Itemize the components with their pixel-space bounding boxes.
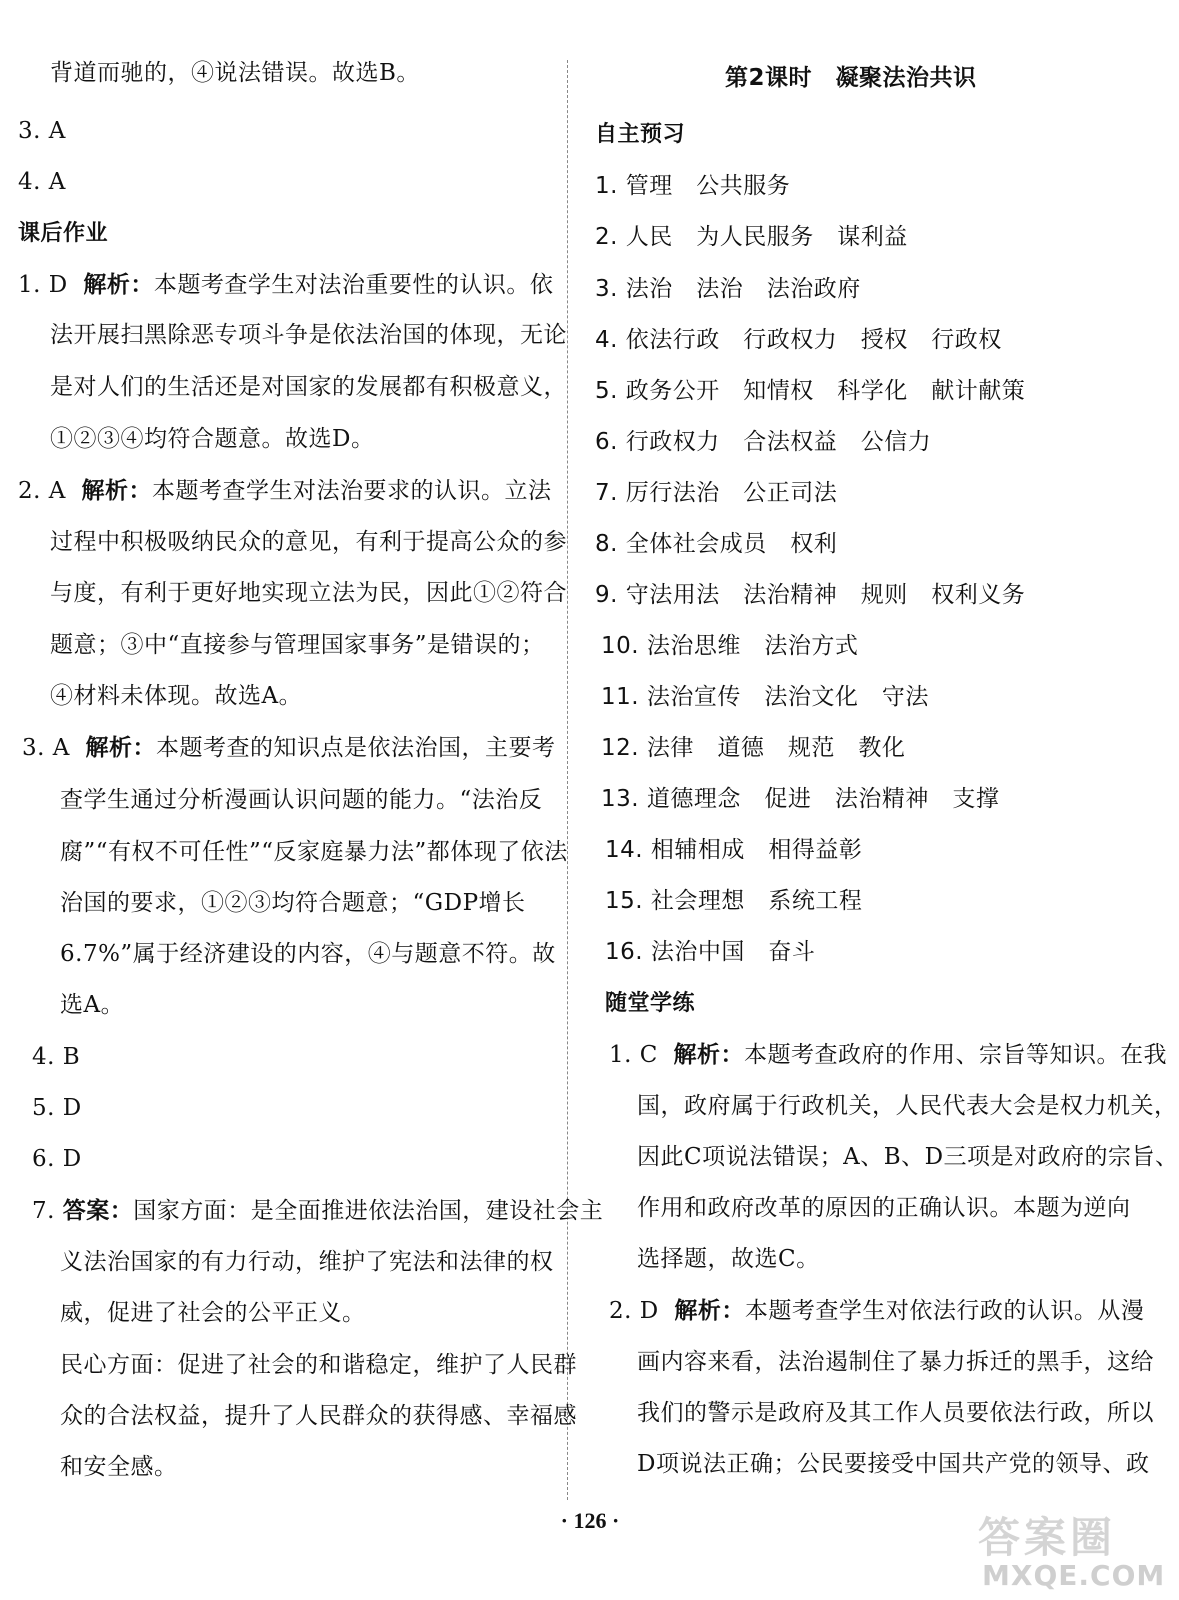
q1-line — [18, 270, 553, 300]
preview-item: 15. 社会理想 系统工程 — [605, 888, 863, 914]
r1-line — [609, 1040, 1167, 1070]
q7-line — [32, 1196, 603, 1226]
r1-text: 因此C项说法错误；A、B、D三项是对政府的宗旨、 — [637, 1144, 1179, 1170]
q7-number: 7. — [32, 1198, 55, 1224]
r1-text: 国，政府属于行政机关，人民代表大会是权力机关， — [637, 1093, 1178, 1119]
q3-label: 解析： — [85, 735, 156, 761]
q7-text: 国家方面：是全面推进依法治国，建设社会主 — [133, 1198, 604, 1224]
q1-label: 解析： — [83, 272, 154, 298]
section-heading-homework: 课后作业 — [18, 221, 109, 246]
q3-text: 本题考查的知识点是依法治国，主要考 — [156, 735, 556, 761]
q7-text: 义法治国家的有力行动，维护了宪法和法律的权 — [60, 1249, 554, 1275]
answer-line: 4. A — [18, 169, 66, 195]
preview-item: 6. 行政权力 合法权益 公信力 — [595, 429, 932, 455]
r2-label: 解析： — [674, 1298, 745, 1324]
q2-text: ④材料未体现。故选A。 — [50, 683, 303, 709]
answer-line: 5. D — [32, 1095, 82, 1121]
q3-text: 治国的要求，①②③均符合题意；“GDP增长 — [60, 890, 526, 916]
q2-line — [18, 476, 552, 506]
q3-answer: 3. A — [22, 735, 70, 761]
preview-item: 2. 人民 为人民服务 谋利益 — [595, 224, 908, 250]
preview-item: 5. 政务公开 知情权 科学化 献计献策 — [595, 378, 1026, 404]
q1-answer: 1. D — [18, 272, 68, 298]
r2-text: 我们的警示是政府及其工作人员要依法行政，所以 — [637, 1400, 1154, 1426]
q7-text: 众的合法权益，提升了人民群众的获得感、幸福感 — [60, 1403, 577, 1429]
q3-text: 查学生通过分析漫画认识问题的能力。“法治反 — [60, 787, 543, 813]
answer-line: 3. A — [18, 118, 66, 144]
page-number: · 126 · — [560, 1508, 620, 1533]
r1-label: 解析： — [673, 1042, 744, 1068]
preview-item: 3. 法治 法治 法治政府 — [595, 276, 861, 302]
preview-item: 9. 守法用法 法治精神 规则 权利义务 — [595, 582, 1026, 608]
q1-text: ①②③④均符合题意。故选D。 — [50, 426, 375, 452]
r1-answer: 1. C — [609, 1042, 658, 1068]
q7-text: 和安全感。 — [60, 1454, 178, 1480]
preview-item: 8. 全体社会成员 权利 — [595, 531, 838, 557]
r1-text: 本题考查政府的作用、宗旨等知识。在我 — [743, 1042, 1167, 1068]
preview-item: 16. 法治中国 奋斗 — [605, 939, 816, 965]
r2-text: D项说法正确；公民要接受中国共产党的领导、政 — [637, 1451, 1150, 1477]
r1-text: 作用和政府改革的原因的正确认识。本题为逆向 — [637, 1195, 1131, 1221]
q7-text: 威，促进了社会的公平正义。 — [60, 1300, 366, 1326]
answer-line: 4. B — [32, 1044, 81, 1070]
q3-text: 6.7%”属于经济建设的内容，④与题意不符。故 — [60, 941, 556, 967]
preview-item: 14. 相辅相成 相得益彰 — [605, 837, 863, 863]
q7-text: 民心方面：促进了社会的和谐稳定，维护了人民群 — [60, 1352, 577, 1378]
lesson-title: 第2课时 凝聚法治共识 — [725, 65, 977, 91]
r2-line — [609, 1296, 1144, 1326]
q3-line — [22, 733, 556, 763]
q7-label: 答案： — [62, 1198, 134, 1224]
watermark-text: 答案圈 — [978, 1513, 1117, 1562]
section-heading-practice: 随堂学练 — [605, 991, 696, 1016]
q1-text: 法开展扫黑除恶专项斗争是依法治国的体现，无论 — [50, 322, 567, 348]
preview-item: 13. 道德理念 促进 法治精神 支撑 — [601, 786, 1000, 812]
preview-item: 10. 法治思维 法治方式 — [601, 633, 859, 659]
q2-text: 题意；③中“直接参与管理国家事务”是错误的； — [50, 632, 545, 658]
q2-answer: 2. A — [18, 478, 66, 504]
q2-text: 与度，有利于更好地实现立法为民，因此①②符合 — [50, 580, 567, 606]
r2-text: 画内容来看，法治遏制住了暴力拆迁的黑手，这给 — [637, 1349, 1154, 1375]
preview-item: 4. 依法行政 行政权力 授权 行政权 — [595, 327, 1002, 353]
watermark-url: MXQE.COM — [982, 1559, 1166, 1592]
preview-item: 12. 法律 道德 规范 教化 — [601, 735, 906, 761]
text-line: 背道而驰的，④说法错误。故选B。 — [50, 60, 420, 86]
preview-item: 7. 厉行法治 公正司法 — [595, 480, 838, 506]
q3-text: 腐”“有权不可任性”“反家庭暴力法”都体现了依法 — [60, 839, 568, 865]
r2-answer: 2. D — [609, 1298, 659, 1324]
q2-label: 解析： — [81, 478, 152, 504]
q1-text: 本题考查学生对法治重要性的认识。依 — [153, 272, 554, 298]
q2-text: 本题考查学生对法治要求的认识。立法 — [152, 478, 552, 504]
q1-text: 是对人们的生活还是对国家的发展都有积极意义， — [50, 374, 567, 400]
q3-text: 选A。 — [60, 992, 125, 1018]
section-heading-preview: 自主预习 — [595, 122, 686, 147]
preview-item: 11. 法治宣传 法治文化 守法 — [601, 684, 929, 710]
r1-text: 选择题，故选C。 — [637, 1246, 820, 1272]
column-divider — [567, 60, 568, 1500]
answer-line: 6. D — [32, 1146, 82, 1172]
q2-text: 过程中积极吸纳民众的意见，有利于提高公众的参 — [50, 529, 567, 555]
preview-item: 1. 管理 公共服务 — [595, 173, 791, 199]
r2-text: 本题考查学生对依法行政的认识。从漫 — [744, 1298, 1145, 1324]
watermark-logo — [978, 1505, 1173, 1595]
